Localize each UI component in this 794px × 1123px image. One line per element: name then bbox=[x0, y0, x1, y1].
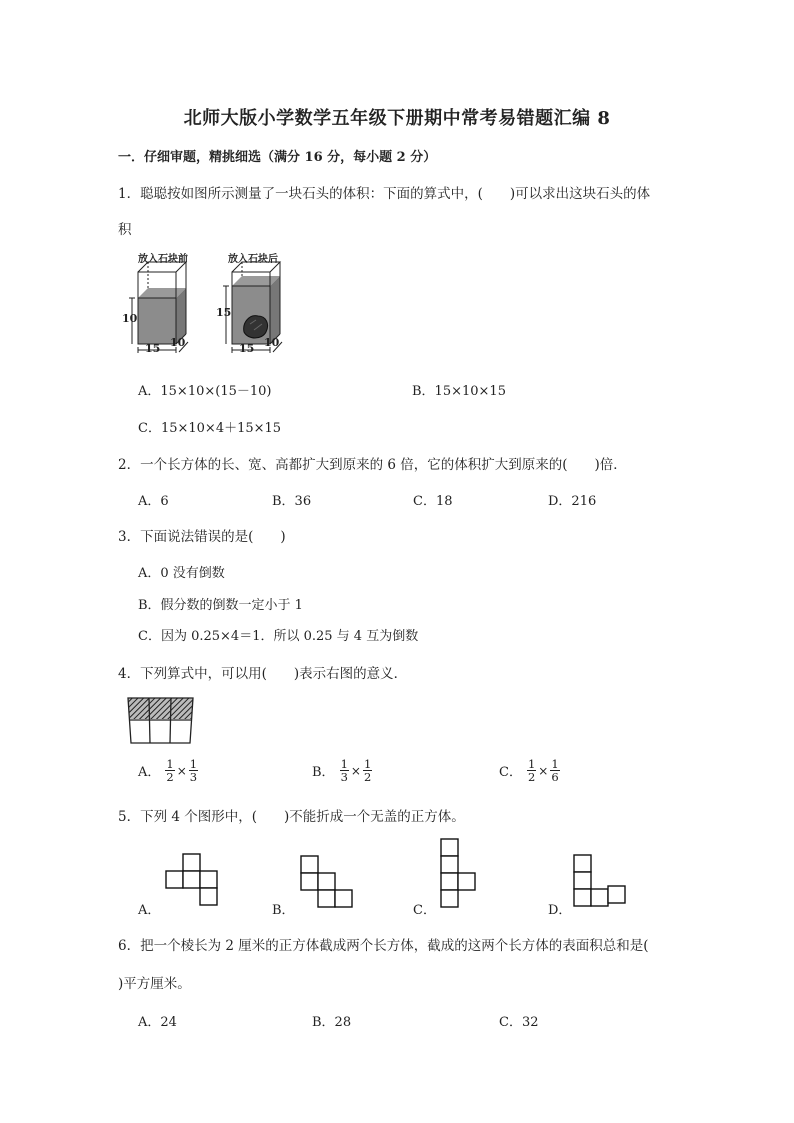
q5-option-c[interactable]: C． bbox=[413, 903, 436, 918]
q1-after-length-label: 15 bbox=[239, 342, 255, 355]
q4-option-a-fraction-2: $\frac{1}{3}$ bbox=[189, 757, 198, 785]
q5-net-a-figure bbox=[165, 852, 221, 910]
q3-option-a[interactable]: A．0 没有倒数 bbox=[138, 566, 225, 581]
q3-option-c[interactable]: C．因为 0.25×4＝1．所以 0.25 与 4 互为倒数 bbox=[138, 629, 419, 644]
q4-option-c-label: C． bbox=[499, 765, 522, 781]
q2-option-d[interactable]: D．216 bbox=[548, 494, 597, 509]
q1-option-b[interactable]: B．15×10×15 bbox=[412, 384, 506, 399]
q1-before-height-label: 10 bbox=[122, 312, 138, 325]
q4-text: 4．下列算式中，可以用( )表示右图的意义． bbox=[118, 666, 408, 682]
q4-fraction-grid-figure bbox=[127, 697, 195, 745]
q4-option-c-fraction-1: $\frac{1}{2}$ bbox=[527, 757, 536, 785]
q5-option-b[interactable]: B． bbox=[272, 903, 295, 918]
q1-after-height-label: 15 bbox=[216, 306, 232, 319]
q1-option-c[interactable]: C．15×10×4＋15×15 bbox=[138, 421, 282, 436]
section-heading: 一．仔细审题，精挑细选（满分 16 分，每小题 2 分） bbox=[118, 150, 437, 165]
q4-option-a[interactable] bbox=[138, 758, 199, 783]
q1-after-caption: 放入石块后 bbox=[228, 254, 278, 265]
q4-option-a-label: A． bbox=[138, 765, 161, 781]
q1-option-a[interactable]: A．15×10×(15－10) bbox=[138, 384, 272, 399]
q5-option-a[interactable]: A． bbox=[138, 903, 161, 918]
q5-text: 5．下列 4 个图形中，( )不能折成一个无盖的正方体。 bbox=[118, 809, 465, 825]
q4-option-b-operator: × bbox=[350, 763, 361, 778]
q1-text-line2: 积 bbox=[118, 222, 132, 238]
q6-text-line2: )平方厘米。 bbox=[118, 976, 191, 992]
page-title: 北师大版小学数学五年级下册期中常考易错题汇编 8 bbox=[183, 108, 611, 129]
q3-option-b[interactable]: B．假分数的倒数一定小于 1 bbox=[138, 598, 303, 613]
q1-before-length-label: 15 bbox=[145, 342, 161, 355]
q4-option-b-label: B． bbox=[312, 765, 335, 781]
q4-option-b[interactable] bbox=[312, 758, 373, 783]
q6-option-a[interactable]: A．24 bbox=[138, 1015, 177, 1030]
q6-option-b[interactable]: B．28 bbox=[312, 1015, 352, 1030]
q2-option-a[interactable]: A．6 bbox=[138, 494, 169, 509]
q4-option-a-operator: × bbox=[176, 763, 187, 778]
q5-net-d-figure bbox=[572, 853, 628, 911]
q1-text-line1: 1．聪聪按如图所示测量了一块石头的体积：下面的算式中，( )可以求出这块石头的体 bbox=[118, 186, 651, 202]
q5-option-d[interactable]: D． bbox=[548, 903, 572, 918]
q4-option-a-fraction-1: $\frac{1}{2}$ bbox=[166, 757, 174, 785]
q4-option-b-fraction-2: $\frac{1}{2}$ bbox=[363, 757, 372, 785]
q4-option-c-fraction-2: $\frac{1}{6}$ bbox=[551, 757, 559, 785]
q2-option-b[interactable]: B．36 bbox=[272, 494, 312, 509]
q5-net-b-figure bbox=[299, 855, 355, 911]
q1-before-caption: 放入石块前 bbox=[138, 254, 188, 265]
q5-net-c-figure bbox=[440, 838, 480, 910]
q1-after-width-label: 10 bbox=[264, 336, 280, 349]
q6-text-line1: 6．把一个棱长为 2 厘米的正方体截成两个长方体，截成的这两个长方体的表面积总和是( bbox=[118, 938, 649, 954]
q2-text: 2．一个长方体的长、宽、高都扩大到原来的 6 倍，它的体积扩大到原来的( )倍． bbox=[118, 457, 627, 473]
q3-text: 3．下面说法错误的是( ) bbox=[118, 529, 286, 545]
q1-before-width-label: 10 bbox=[170, 336, 186, 349]
q6-option-c[interactable]: C．32 bbox=[499, 1015, 539, 1030]
q2-option-c[interactable]: C．18 bbox=[413, 494, 453, 509]
q4-option-c-operator: × bbox=[538, 763, 549, 778]
q4-option-b-fraction-1: $\frac{1}{3}$ bbox=[340, 757, 348, 785]
q4-option-c[interactable] bbox=[499, 758, 561, 783]
